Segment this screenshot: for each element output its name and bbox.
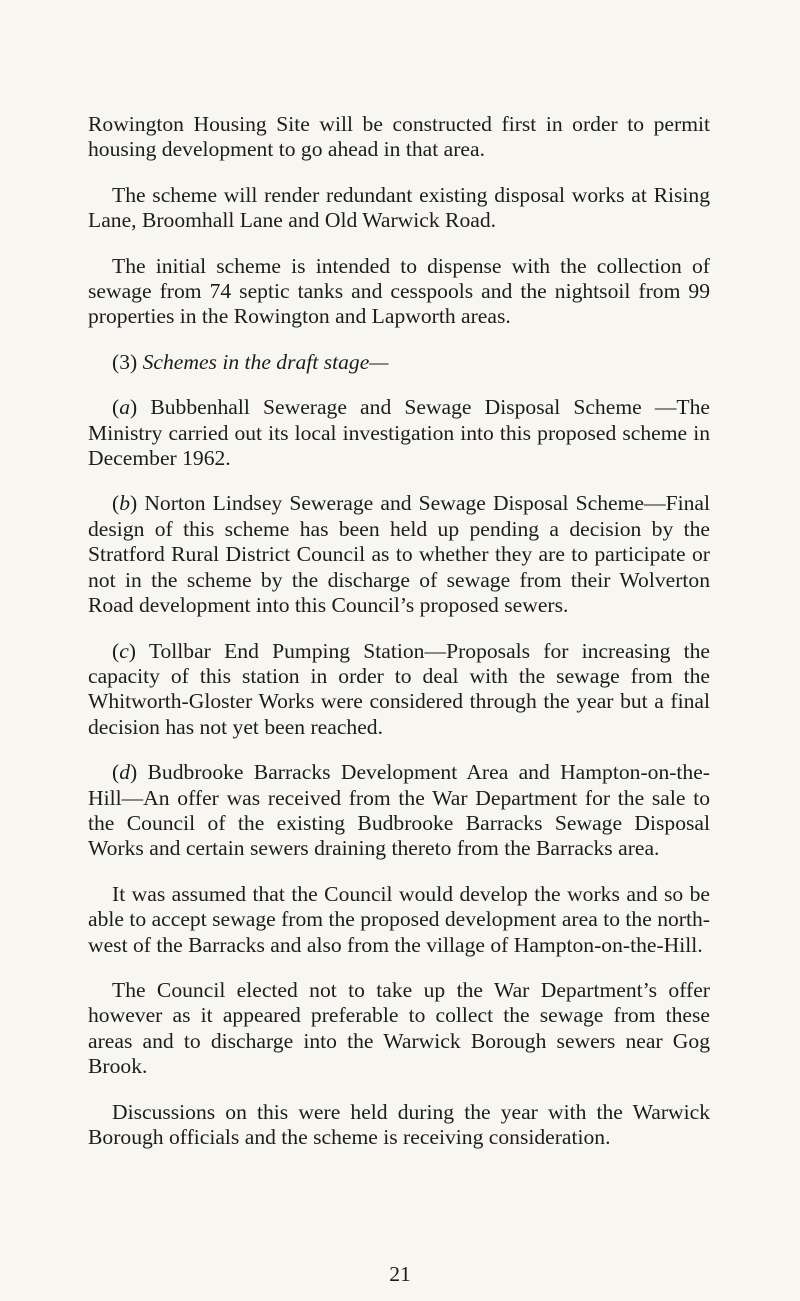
- paragraph-initial-scheme: The initial scheme is intended to dispense with the collection of sewage from 74 septic tanks and cesspools and the nightsoil from 99 properties in the Rowington and Lapworth areas.: [88, 253, 710, 329]
- section-title: Schemes in the draft stage—: [142, 349, 389, 374]
- item-b: [88, 491, 710, 618]
- item-c: [88, 639, 710, 741]
- item-a: [88, 395, 710, 471]
- item-d: [88, 760, 710, 862]
- item-c-label: (c): [112, 638, 136, 663]
- paragraph-council-develop: It was assumed that the Council would develop the works and so be able to accept sewage from the proposed development area to the north-west of the Barracks and also from the village of Hampton-on-the-Hill.: [88, 881, 710, 957]
- section-heading: [88, 350, 710, 375]
- paragraph-discussions: Discussions on this were held during the year with the Warwick Borough officials and the scheme is receiving consideration.: [88, 1099, 710, 1149]
- item-c-letter: c: [119, 638, 129, 663]
- item-b-letter: b: [119, 491, 130, 516]
- item-d-letter: d: [119, 760, 130, 785]
- item-a-label: (a): [112, 395, 138, 420]
- item-b-text: Norton Lindsey Sewerage and Sewage Disposal Scheme—Final design of this scheme has been held up pending a decision by the Stratford Rural District Council as to whether they are to participate or not in the scheme by the discharge of sewage from their Wolverton Road development into this Council’s proposed sewers.: [88, 491, 710, 618]
- item-d-text: Budbrooke Barracks Development Area and Hampton-on-the-Hill—An offer was received from the War Department for the sale to the Council of the existing Budbrooke Barracks Sewage Disposal Works and certain sewers draining thereto from the Barracks area.: [88, 760, 710, 861]
- paragraph-rowington-site: Rowington Housing Site will be constructed first in order to permit housing development to go ahead in that area.: [88, 112, 710, 162]
- item-a-letter: a: [119, 395, 130, 420]
- section-number: (3): [112, 349, 138, 374]
- item-c-text: Tollbar End Pumping Station—Proposals for increasing the capacity of this station in order to deal with the sewage from the Whitworth-Gloster Works were considered through the year but a final decision has not yet been reached.: [88, 638, 710, 739]
- item-d-label: (d): [112, 760, 138, 785]
- item-b-label: (b): [112, 491, 138, 516]
- page-number: 21: [389, 1262, 411, 1286]
- item-a-text: Bubbenhall Sewerage and Sewage Disposal Scheme —The Ministry carried out its local investigation into this proposed scheme in December 1962.: [88, 395, 710, 471]
- document-page: [88, 112, 710, 1170]
- paragraph-council-elected: The Council elected not to take up the War Department’s offer however as it appeared preferable to collect the sewage from these areas and to discharge into the Warwick Borough sewers near Gog Brook.: [88, 977, 710, 1079]
- paragraph-redundant-works: The scheme will render redundant existing disposal works at Rising Lane, Broomhall Lane and Old Warwick Road.: [88, 182, 710, 233]
